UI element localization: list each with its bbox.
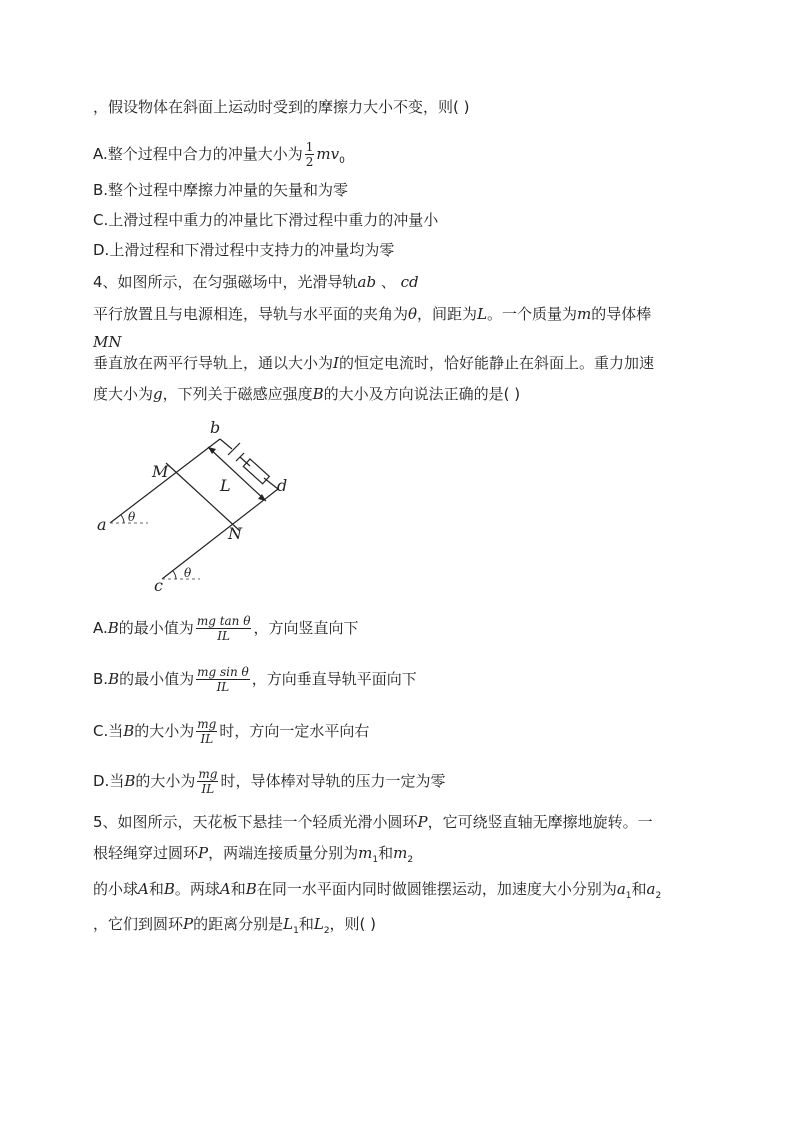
q4-stem-line2: 平行放置且与电源相连，导轨与水平面的夹角为θ，间距为L。一个质量为m的导体棒	[93, 305, 652, 323]
label-b: b	[210, 418, 221, 437]
angle-arc-a	[121, 515, 124, 523]
label-theta-c: θ	[184, 566, 192, 580]
q3-option-d: D.上滑过程和下滑过程中支持力的冲量均为零	[93, 241, 395, 259]
q4-stem-line4: 垂直放在两平行导轨上，通以大小为I的恒定电流时，恰好能静止在斜面上。重力加速	[93, 354, 654, 372]
q5-stem-line3: 的小球A和B。两球A和B在同一水平面内同时做圆锥摆运动，加速度大小分别为$a_1$和$a_2$	[93, 880, 662, 901]
rod-mn	[166, 463, 240, 531]
q3-option-b: B.整个过程中摩擦力冲量的矢量和为零	[93, 181, 349, 199]
fraction: $\frac{1}{2}$	[305, 140, 314, 169]
q4-stem-line3: MN	[93, 333, 122, 351]
label-d: d	[277, 476, 288, 495]
q3-stem-tail: ，假设物体在斜面上运动时受到的摩擦力大小不变，则( )	[93, 98, 470, 116]
angle-arc-c	[173, 571, 176, 579]
battery-plate-long	[228, 443, 240, 455]
fraction: $\frac{mg}{IL}$	[197, 717, 217, 746]
label-L: L	[220, 476, 231, 495]
q5-stem-line2: 根轻绳穿过圆环P，两端连接质量分别为$m_1$和$m_2$	[93, 844, 414, 865]
q5-stem-line4: ，它们到圆环P的距离分别是$L_1$和$L_2$，则( )	[93, 915, 377, 936]
q5-stem-line1: 5、如图所示，天花板下悬挂一个轻质光滑小圆环P，它可绕竖直轴无摩擦地旋转。一	[93, 813, 653, 831]
label-N: N	[228, 524, 242, 543]
q4-stem-line1: 4、如图所示，在匀强磁场中，光滑导轨ab 、 cd	[93, 273, 419, 291]
q4-option-c: C.当B的大小为 $\frac{mg}{IL}$ 时，方向一定水平向右	[93, 717, 370, 746]
label-a: a	[97, 515, 107, 534]
q4-option-a: A.B的最小值为 $\frac{\text{mg tan θ}}{IL}$ ，方向竖直向下	[93, 614, 359, 643]
label-c: c	[154, 576, 163, 595]
rail-ab	[110, 439, 220, 523]
resistor	[243, 459, 269, 484]
q3-option-c: C.上滑过程中重力的冲量比下滑过程中重力的冲量小	[93, 211, 439, 229]
label-M: M	[152, 462, 169, 481]
q4-figure	[90, 415, 320, 595]
q4-option-b: B.B的最小值为 $\frac{\text{mg sin θ}}{IL}$ ，方向垂直导轨平面向下	[93, 665, 417, 694]
q4-stem-line5: 度大小为g，下列关于磁感应强度B的大小及方向说法正确的是( )	[93, 385, 521, 403]
fraction: $\frac{\text{mg tan θ}}{IL}$	[196, 614, 251, 643]
fraction: $\frac{\text{mg sin θ}}{IL}$	[197, 665, 249, 694]
rail-cd	[162, 489, 278, 579]
dimension-arrow	[208, 447, 266, 501]
fraction: $\frac{mg}{IL}$	[198, 767, 218, 796]
wire-right	[264, 478, 278, 489]
label-theta-a: θ	[128, 510, 136, 524]
q4-option-d: D.当B的大小为 $\frac{mg}{IL}$ 时，导体棒对导轨的压力一定为零	[93, 767, 446, 796]
q3-option-a: A.整个过程中合力的冲量大小为 $\frac{1}{2}$ $mv_0$	[93, 140, 345, 169]
wire-left	[220, 439, 232, 449]
